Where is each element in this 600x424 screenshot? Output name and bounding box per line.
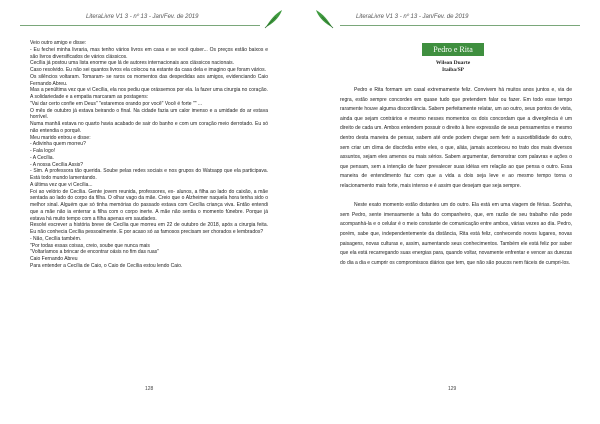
- text-line: Mas a penúltima vez que vi Cecília, ela nos pediu que orássemos por ela. Ia fazer uma cirurgia no coração.: [30, 87, 268, 94]
- page-number-left: 128: [145, 386, 154, 392]
- text-line: A última vez que vi Cecília...: [30, 181, 93, 188]
- magazine-title: LiteraLivre V1 3 - nº 13 - Jan/Fev. de 2019: [356, 14, 469, 20]
- text-line: Para entender a Cecília de Caio, o Caio de Cecília estou lendo Caio.: [30, 262, 183, 269]
- text-line: Resolvi escrever a história breve de Cecília que morreu em 22 de outubro de 2018, após a cirurgia feita. Eu não conhecia Cecília pessoalmente. E por acaso só as famosos precisam ser chorados e lembrados?: [30, 222, 268, 235]
- text-line: - Sim. A professora tão querida. Soube pelas redes sociais e nos grupos do Watsapp que ela participava. Está todo mundo lamentando.: [30, 168, 268, 181]
- page-header: [300, 8, 600, 28]
- author-name: Wilson Duarte: [435, 60, 471, 66]
- text-line: - Adivinha quem morreu?: [30, 141, 86, 148]
- text-line: Meu marido entrou e disse:: [30, 134, 91, 141]
- page-header: [0, 8, 300, 28]
- article-text-left: [30, 40, 268, 270]
- feather-pen-icon: [262, 8, 284, 30]
- text-line: Veio outro amigo e disse:: [30, 40, 87, 46]
- text-line: "Vai dar certo confie em Deus" "estaremos orando por você" Você é forte "" ...: [30, 100, 203, 107]
- text-line: Numa manhã estava no quarto havia acabado de sair do banho e com um coração meio derrotado. Eu só não entendia o porquê.: [30, 121, 268, 134]
- text-line: - A nossa Cecília Assis?: [30, 161, 84, 168]
- header-rule: [20, 25, 260, 26]
- text-line: - Eu fechei minha livraria, mas tenho vários livros em casa e se você quiser... Os preços estão baixos e são livros diversificados de vários clássicos.: [30, 46, 268, 60]
- page-number-right: 129: [448, 386, 457, 392]
- text-line: "Por todas essas coisas, creio, soube que nunca mais: [30, 242, 150, 249]
- text-line: A solidariedade e a empatia marcaram as postagens:: [30, 94, 149, 100]
- author-location: Itaiba/SP: [441, 67, 464, 73]
- feather-pen-icon: [314, 8, 336, 30]
- text-line: Caso resolvido. Eu não sei quantos livros ela colocou na estante da casa dela e imagino que foram vários.: [30, 67, 266, 73]
- text-line: "Voltaríamos a brincar de encontrar oásis no fim das ruas": [30, 249, 159, 256]
- header-rule: [340, 25, 580, 26]
- text-line: Os silêncios voltaram. Tomaram- se raros os momentos das despedidas aos amigos, evidenciando Caio Fernando Abreu.: [30, 73, 268, 87]
- text-line: - Fala logo!: [30, 148, 56, 154]
- text-line: Cecília já postou uma lista enorme que lá de autores internacionais aos clássicos nacionais.: [30, 60, 235, 67]
- text-line: Caio Fernando Abreu: [30, 256, 78, 262]
- paragraph: Neste exato momento estão distantes um do outro. Ela está em uma viagem de férias. Sozinha, sem Pedro, sente imensamente a falta do companheiro, que, em razão de seu trabalho não pode acompanhá-la e o celular é o meio constante de comunicação entre ambos, várias vezes ao dia. Pedro, porém, sabe que, independentemente da distância, Rita está feliz, conhecendo novos lugares, novas paisagens, novas culturas e, assim, aumentando seus conhecimentos. Também ele está feliz por saber que ela está recarregando suas energias para, quando voltar, novamente enfrentar e vencer as durezas do dia a dia e cumprir os compromissos diários que tem, que não são poucos nem fáceis de cumpri-los.: [340, 202, 572, 266]
- paragraph: Pedro e Rita formam um casal extremamente feliz. Convivem há muitos anos juntos e, via de regra, estão sempre concordes em quase tudo que pretendem falar ou fazer. Em todo esse tempo raramente houve alguma discordância. Sabem perfeitamente relatar, um ao outro, seus pontos de vista, ainda que sejam contrários e mesmo nesses momentos os dois concordam que a divergência é um direito de cada um. Ambos entendem possuir o direito à livre expressão de seus pensamentos e mesmo dentro desta maneira de pensar, sabem até onde podem chegar sem ferir a suscetibilidade do outro, sem criar um clima de discórdia entre eles, o que, aliás, jamais aconteceu no trato dos mais diversos assuntos, sejam eles amenos ou mais sérios. Sabem argumentar, demonstrar com palavras e ações o que pensam, sem a intenção de fazer prevalecer suas idéias em relação ao que pensa o outro. Essa maneira de entendimento faz com que a vida a dois seja leve e ao mesmo tempo torna o relacionamento mais forte, mais intenso e é assim que desejam que seja sempre.: [340, 87, 572, 189]
- text-line: O mês de outubro já estava beirando o final. Na cidade fazia um calor imenso e a umidade do ar estava horrível.: [30, 107, 268, 121]
- right-page: [300, 0, 600, 424]
- article-title: Pedro e Rita: [422, 43, 484, 56]
- text-line: Foi ao velório de Cecília. Gente jovem reunida, professores, ex- alunos, a filha ao lado do caixão, a mãe sentada ao lado do corpo da filha. O olhar vago da mãe. Creio que o Alzheimer naquela hora tenha sido o melhor sinal. Alguém que só tinha memórias do passado estava com Cecília criança viva. Então entendi que a mãe não ia enterrar a filha com o corpo inerte. A mãe não sentia o momento fúnebre. Porque já estava há muito tempo com a filha apenas em saudades.: [30, 188, 268, 222]
- text-line: - Não, Cecília também.: [30, 235, 82, 242]
- magazine-title: LiteraLivre V1 3 - nº 13 - Jan/Fev. de 2019: [86, 14, 199, 20]
- author-block: [400, 60, 506, 74]
- text-line: - A Cecília.: [30, 154, 54, 161]
- article-text-right: [340, 86, 572, 278]
